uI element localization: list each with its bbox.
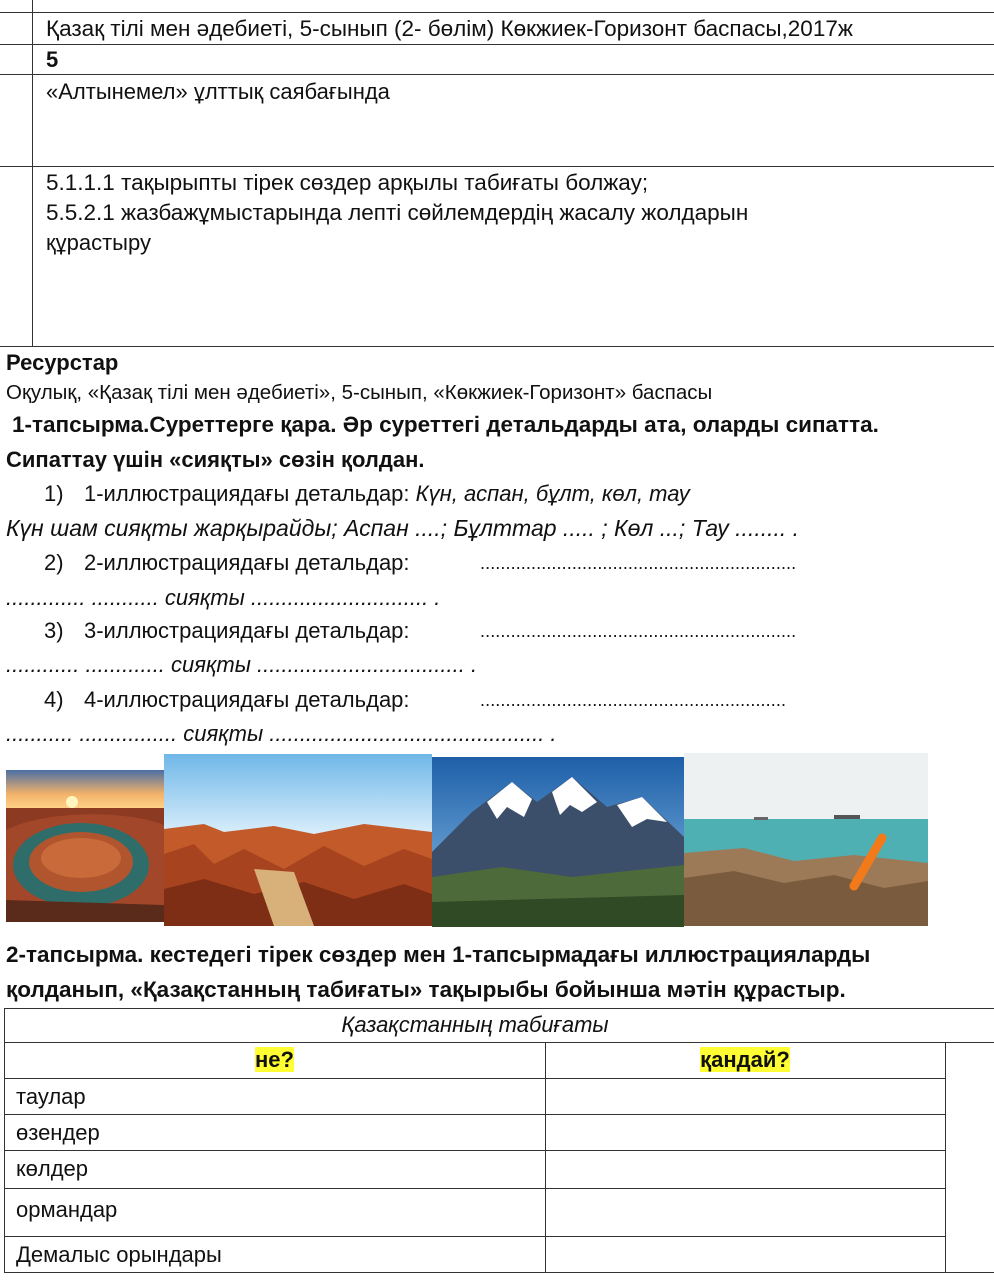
table-row: көлдер	[16, 1156, 89, 1181]
item3-dots: ..............................................................	[480, 621, 797, 641]
table-row: Демалыс орындары	[16, 1242, 222, 1267]
task1-title-2: Сипаттау үшін «сияқты» сөзін қолдан.	[6, 447, 425, 472]
column-header-what	[4, 1047, 545, 1073]
objective-2: 5.5.2.1 жазбажұмыстарында лепті сөйлемдердің жасалу жолдарын	[46, 200, 749, 225]
book-title: Қазақ тілі мен әдебиеті, 5-сынып (2- бөлім) Көкжиек-Горизонт баспасы,2017ж	[46, 16, 853, 41]
red-canyon-photo	[164, 754, 432, 926]
item2-number: 2)	[44, 550, 64, 575]
item2-dots: ..............................................................	[480, 553, 797, 573]
item1	[84, 481, 690, 507]
item2-fill: ............. ........... сияқты ............................. .	[6, 585, 441, 610]
resources-text: Оқулық, «Қазақ тілі мен әдебиеті», 5-сынып, «Көкжиек-Горизонт» баспасы	[6, 381, 713, 404]
item1-details: Күн, аспан, бұлт, көл, тау	[415, 481, 690, 506]
task2-title: 2-тапсырма. кестедегі тірек сөздер мен 1-тапсырмадағы иллюстрацияларды	[6, 942, 871, 967]
objective-1: 5.1.1.1 тақырыпты тірек сөздер арқылы табиғаты болжау;	[46, 170, 649, 195]
canyon-bend-photo	[6, 770, 164, 922]
column-header-how	[545, 1047, 945, 1073]
item1-label: 1-иллюстрациядағы детальдар:	[84, 481, 416, 506]
lesson-topic: «Алтынемел» ұлттық саябағында	[46, 79, 390, 104]
snowy-mountains-photo	[432, 757, 684, 927]
column-header-what-text: не?	[255, 1047, 294, 1072]
item2-label: 2-иллюстрациядағы детальдар:	[84, 550, 410, 575]
item1-number: 1)	[44, 481, 64, 506]
table-row: ормандар	[16, 1197, 118, 1222]
objective-3: құрастыру	[46, 230, 151, 255]
item4-label: 4-иллюстрациядағы детальдар:	[84, 687, 410, 712]
resources-heading: Ресурстар	[6, 350, 119, 375]
task1-title: 1-тапсырма.Суреттерге қара. Әр суреттегі детальдарды ата, оларды сипатта.	[12, 412, 879, 437]
item4-number: 4)	[44, 687, 64, 712]
item4-fill: ........... ................ сияқты ............................................. .	[6, 721, 557, 746]
item3-label: 3-иллюстрациядағы детальдар:	[84, 618, 410, 643]
table-row: өзендер	[16, 1120, 100, 1145]
column-header-how-text: қандай?	[700, 1047, 790, 1072]
grade: 5	[46, 47, 59, 72]
table-title: Қазақстанның табиғаты	[341, 1012, 609, 1037]
item4-dots: ............................................................	[480, 690, 787, 710]
table-row: таулар	[16, 1084, 86, 1109]
sea-shore-photo	[684, 753, 928, 926]
item3-number: 3)	[44, 618, 64, 643]
item1-example: Күн шам сияқты жарқырайды; Аспан ....; Бұлттар ..... ; Көл ...; Тау ........ .	[6, 515, 800, 541]
item3-fill: ............ ............. сияқты .................................. .	[6, 652, 478, 677]
task2-title-2: қолданып, «Қазақстанның табиғаты» тақырыбы бойынша мәтін құрастыр.	[6, 977, 846, 1002]
